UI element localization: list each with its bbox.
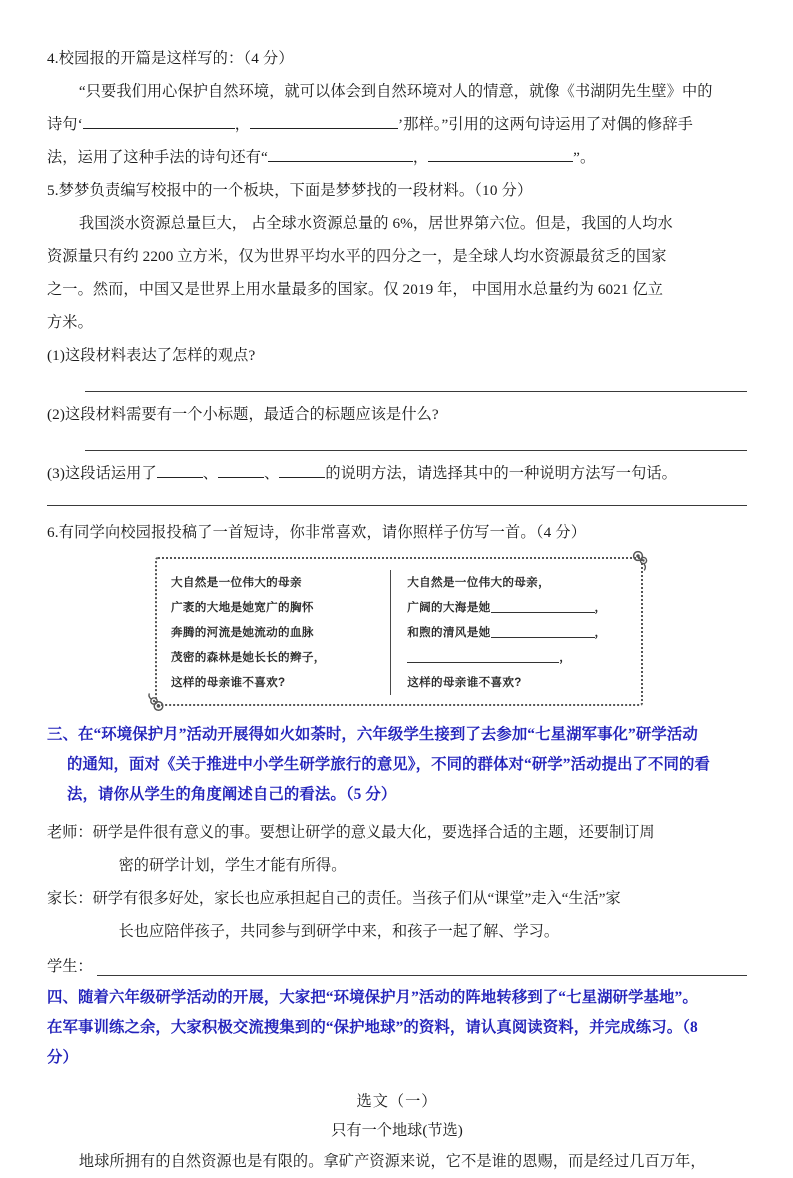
question-4-quote-line-3 bbox=[47, 141, 747, 174]
poem-answer-line-1: 大自然是一位伟大的母亲， bbox=[407, 576, 550, 589]
q5-sub3-sep-1: 、 bbox=[202, 465, 219, 482]
dialogue-parent-line-2: 长也应陪伴孩子，共同参与到研学中来，和孩子一起了解、学习。 bbox=[118, 923, 559, 940]
q4-line3-prefix: 法，运用了这种手法的诗句还有“ bbox=[47, 149, 268, 166]
poem-line4-suffix: ， bbox=[559, 651, 572, 664]
q5-material-line-3: 之一。然而，中国又是世界上用水量最多的国家。仅 2019 年， 中国用水总量约为 6021 亿立 bbox=[47, 281, 664, 298]
q5-answer-rule-3[interactable] bbox=[47, 505, 747, 506]
q4-blank-3[interactable] bbox=[268, 146, 413, 162]
q4-line3-comma: ， bbox=[412, 149, 429, 166]
poem-line2-prefix: 广阔的大海是她 bbox=[407, 601, 491, 614]
dialogue-parent-body bbox=[93, 882, 747, 948]
poem-sample-line: 这样的母亲谁不喜欢? bbox=[171, 676, 286, 689]
section-4-heading bbox=[47, 983, 747, 1073]
q5-material-line-1: 我国淡水资源总量巨大， 占全球水资源总量的 6%，居世界第六位。但是，我国的人均水 bbox=[78, 215, 673, 232]
question-6-block bbox=[47, 516, 747, 706]
q4-line2-prefix: 诗句‘ bbox=[47, 116, 83, 133]
question-4-quote-line-2 bbox=[47, 108, 747, 141]
page-content bbox=[47, 42, 747, 1178]
section-3-heading-line-3: 法，请你从学生的角度阐述自己的看法。（5 分） bbox=[67, 786, 397, 803]
passage-block bbox=[47, 1087, 747, 1178]
q5-sub-question-3 bbox=[47, 457, 747, 490]
question-4-quote-line-1: “只要我们用心保护自然环境，就可以体会到自然环境对人的情意，就像《书湖阴先生壁》中的 bbox=[78, 83, 713, 100]
q5-sub-question-1: (1)这段材料表达了怎样的观点? bbox=[47, 347, 256, 364]
q5-material-line-2: 资源量只有约 2200 立方米，仅为世界平均水平的四分之一，是全球人均水资源最贫乏的国家 bbox=[47, 248, 667, 265]
section-4-heading-line-3: 分） bbox=[47, 1049, 78, 1066]
poem-sample-line: 大自然是一位伟大的母亲 bbox=[171, 576, 302, 589]
poem-line3-suffix: ， bbox=[594, 626, 607, 639]
q4-line2-comma: ， bbox=[234, 116, 251, 133]
q4-line2-suffix: ’那样。”引用的这两句诗运用了对偶的修辞手 bbox=[398, 116, 693, 133]
section-3-heading-line-2: 的通知，面对《关于推进中小学生研学旅行的意见》，不同的群体对“研学”活动提出了不同的看 bbox=[67, 756, 711, 773]
q5-sub3-suffix: 的说明方法，请选择其中的一种说明方法写一句话。 bbox=[325, 465, 677, 482]
passage-label: 选文（一） bbox=[356, 1093, 438, 1110]
question-5-block bbox=[47, 174, 747, 506]
dialogue-parent bbox=[47, 882, 747, 948]
q5-answer-rule-1[interactable] bbox=[85, 391, 747, 392]
poem-blank-1[interactable] bbox=[491, 601, 595, 613]
passage-title: 只有一个地球(节选) bbox=[331, 1122, 463, 1139]
poem-blank-2[interactable] bbox=[491, 626, 595, 638]
dialogue-parent-label: 家长： bbox=[47, 890, 93, 907]
poem-answer-line-3 bbox=[407, 620, 627, 645]
section-4-heading-line-1: 四、随着六年级研学活动的开展，大家把“环境保护月”活动的阵地转移到了“七星湖研学基地”。 bbox=[47, 989, 698, 1006]
section-4-heading-line-2: 在军事训练之余，大家积极交流搜集到的“保护地球”的资料，请认真阅读资料，并完成练习。（8 bbox=[47, 1019, 698, 1036]
q4-line3-suffix: ”。 bbox=[573, 149, 596, 166]
poem-line2-suffix: ， bbox=[594, 601, 607, 614]
poem-answer-line-2 bbox=[407, 595, 627, 620]
q5-answer-rule-2[interactable] bbox=[85, 450, 747, 451]
dialogue-teacher-line-2: 密的研学计划，学生才能有所得。 bbox=[118, 857, 347, 874]
section-4-block bbox=[47, 983, 747, 1073]
dialogue-student-label: 学生： bbox=[47, 958, 93, 975]
poem-blank-3[interactable] bbox=[407, 651, 559, 663]
dialogue-teacher-label: 老师： bbox=[47, 824, 93, 841]
dialogue-student bbox=[47, 950, 747, 983]
q4-blank-4[interactable] bbox=[428, 146, 573, 162]
poem-sample-line: 茂密的森林是她长长的辫子， bbox=[171, 651, 326, 664]
section-3-block bbox=[47, 720, 747, 983]
poem-comparison-box bbox=[155, 557, 643, 706]
q5-blank-2[interactable] bbox=[218, 462, 264, 478]
q5-material-line-4: 方米。 bbox=[47, 314, 93, 331]
poem-sample-column bbox=[171, 570, 390, 695]
poem-line3-prefix: 和煦的清风是她 bbox=[407, 626, 491, 639]
question-5-stem: 5.梦梦负责编写校报中的一个板块，下面是梦梦找的一段材料。（10 分） bbox=[47, 182, 533, 199]
question-4-stem: 4.校园报的开篇是这样写的：（4 分） bbox=[47, 50, 294, 67]
dialogue-student-answer-rule[interactable] bbox=[97, 975, 747, 976]
dialogue-teacher-body bbox=[93, 816, 747, 882]
q5-sub3-prefix: (3)这段话运用了 bbox=[47, 465, 157, 482]
q4-blank-2[interactable] bbox=[250, 113, 398, 129]
poem-sample-line: 奔腾的河流是她流动的血脉 bbox=[171, 626, 314, 639]
poem-sample-line: 广袤的大地是她宽广的胸怀 bbox=[171, 601, 314, 614]
q4-blank-1[interactable] bbox=[83, 113, 235, 129]
section-3-heading bbox=[47, 720, 747, 810]
poem-comparison-wrap bbox=[155, 557, 643, 706]
passage-body-line-1: 地球所拥有的自然资源也是有限的。拿矿产资源来说，它不是谁的恩赐，而是经过几百万年， bbox=[78, 1153, 706, 1170]
poem-answer-column bbox=[390, 570, 627, 695]
poem-answer-line-4 bbox=[407, 645, 627, 670]
dialogue-teacher bbox=[47, 816, 747, 882]
question-4-block bbox=[47, 42, 747, 174]
q5-sub3-sep-2: 、 bbox=[264, 465, 280, 482]
section-3-heading-line-1: 三、在“环境保护月”活动开展得如火如荼时，六年级学生接到了去参加“七星湖军事化”研学活动 bbox=[47, 726, 698, 743]
dialogue-parent-line-1: 研学有很多好处，家长也应承担起自己的责任。当孩子们从“课堂”走入“生活”家 bbox=[92, 890, 621, 907]
poem-answer-line-5: 这样的母亲谁不喜欢? bbox=[407, 676, 522, 689]
q5-blank-3[interactable] bbox=[279, 462, 325, 478]
q5-blank-1[interactable] bbox=[157, 462, 203, 478]
question-6-stem: 6.有同学向校园报投稿了一首短诗，你非常喜欢，请你照样子仿写一首。（4 分） bbox=[47, 524, 587, 541]
q5-sub-question-2: (2)这段材料需要有一个小标题，最适合的标题应该是什么? bbox=[47, 406, 439, 423]
dialogue-teacher-line-1: 研学是件很有意义的事。要想让研学的意义最大化，要选择合适的主题，还要制订周 bbox=[92, 824, 655, 841]
